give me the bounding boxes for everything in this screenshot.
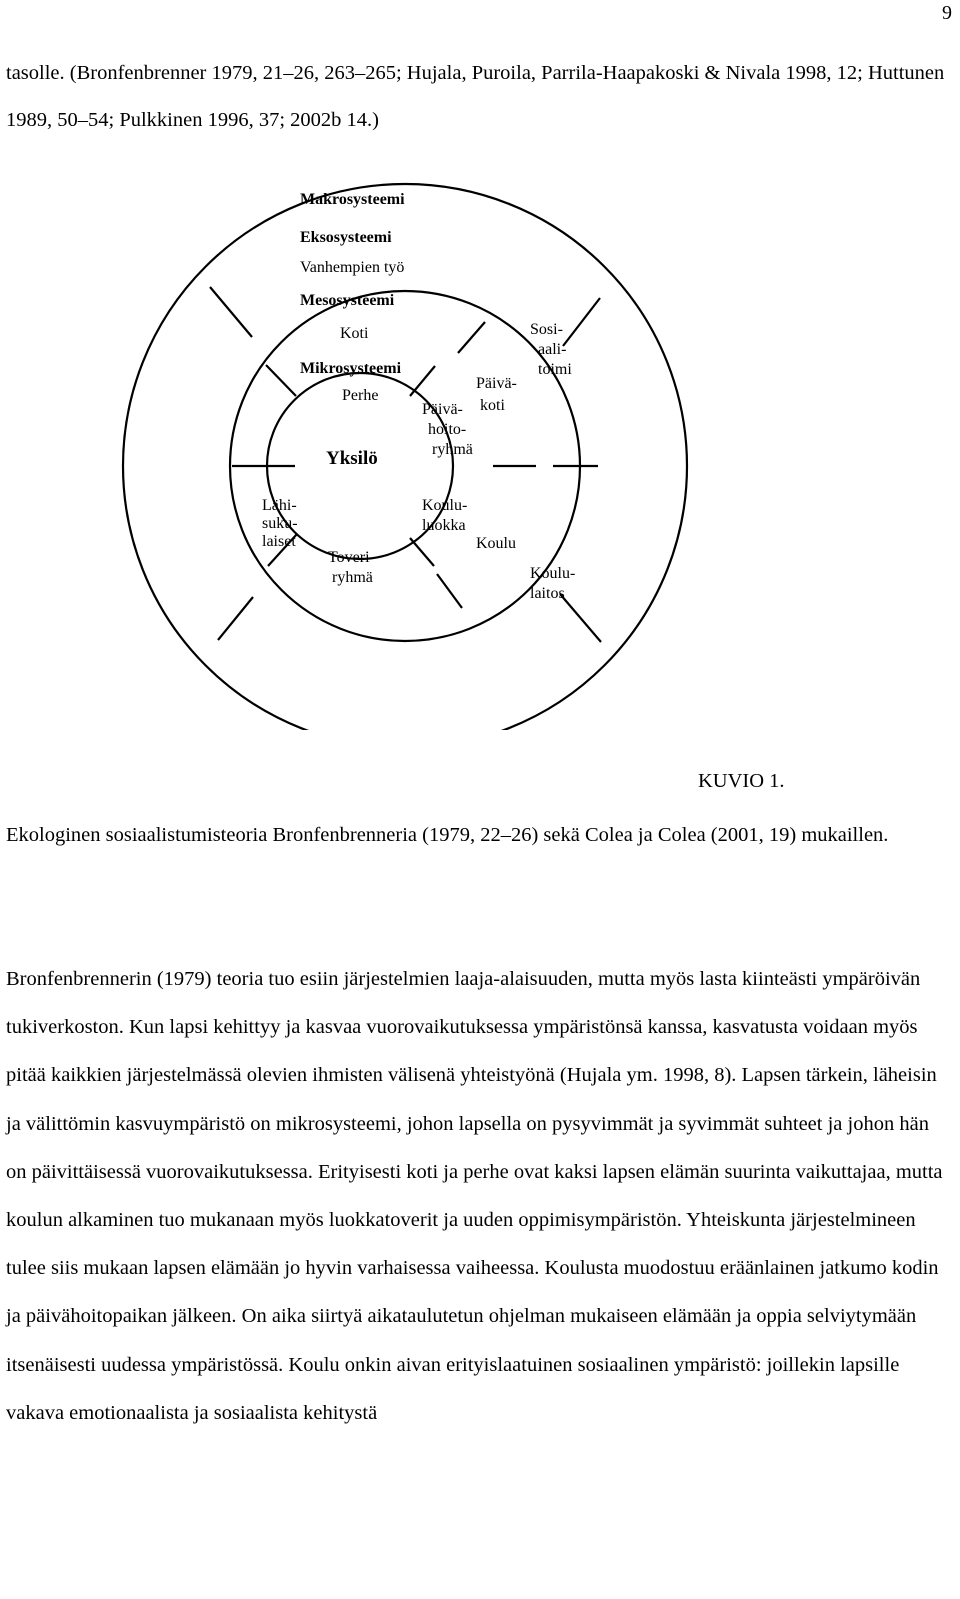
label-sosiaalitoimi-1: Sosi- — [530, 321, 563, 338]
label-koululuokka-1: Koulu- — [422, 497, 468, 514]
spoke — [560, 594, 601, 642]
ecological-systems-diagram — [0, 170, 960, 730]
label-koulu: Koulu — [476, 535, 516, 552]
label-paivahoitoryhma-1: Päivä- — [422, 401, 463, 418]
label-vanhempien-tyo: Vanhempien työ — [300, 259, 405, 276]
label-mesosysteemi: Mesosysteemi — [300, 292, 395, 309]
spoke — [458, 322, 485, 353]
page-number: 9 — [942, 2, 952, 24]
label-paivahoitoryhma-3: ryhmä — [432, 441, 473, 458]
label-makrosysteemi: Makrosysteemi — [300, 191, 405, 208]
body-paragraph: Bronfenbrennerin (1979) teoria tuo esiin järjestelmien laaja-alaisuuden, mutta myös lasta kiinteästi ympäröivän tukiverkoston. Kun lapsi kehittyy ja kasvaa vuorovaikutuksessa ympäristönsä kanssa, kasvatusta voidaan myös pitää kaikkien järjestelmässä olevien ihmisten välisenä yhteistyönä (Hujala ym. 1998, 8). Lapsen tärkein, läheisin ja välittömin kasvuympäristö on mikrosysteemi, johon lapsella on pysyvimmät ja syvimmät suhteet ja johon hän on päivittäisessä vuorovaikutuksessa. Erityisesti koti ja perhe ovat kaksi lapsen elämän suurinta vaikuttajaa, mutta koulun alkaminen tuo mukanaan myös luokkatoverit ja uuden oppimisympäristön. Yhteiskunta järjestelmineen tulee siis mukaan lapsen elämään jo hyvin varhaisessa vaiheessa. Koulusta muodostuu eräänlainen jatkumo kodin ja päivähoitopaikan jälkeen. On aika siirtyä aikataulutetun ohjelman mukaiseen elämään ja oppia selviytymään itsenäisesti uudessa ympäristössä. Koulu onkin aivan erityislaatuinen sosiaalinen ympäristö: joillekin lapsille vakava emotionaalista ja sosiaalista kehitystä — [6, 968, 943, 1424]
figure-caption: Ekologinen sosiaalistumisteoria Bronfenbrenneria (1979, 22–26) sekä Colea ja Colea (2001, 19) mukaillen. — [6, 824, 889, 846]
label-eksosysteemi: Eksosysteemi — [300, 229, 392, 246]
spoke — [437, 574, 462, 608]
label-sosiaalitoimi-3: toimi — [538, 361, 572, 378]
label-paivakoti-2: koti — [480, 397, 505, 414]
label-toveriryhma-2: ryhmä — [332, 569, 373, 586]
label-sosiaalitoimi-2: aali- — [538, 341, 567, 358]
spoke — [410, 366, 435, 396]
label-koti: Koti — [340, 325, 369, 342]
figure-label: KUVIO 1. — [698, 770, 785, 792]
label-lahisukulaiset-3: laiset — [262, 533, 296, 550]
label-yksilo: Yksilö — [326, 448, 378, 469]
spoke — [210, 287, 252, 337]
outer-ring — [123, 184, 687, 730]
intro-paragraph: tasolle. (Bronfenbrenner 1979, 21–26, 263–265; Hujala, Puroila, Parrila-Haapakoski & Nivala 1998, 12; Huttunen 1989, 50–54; Pulkkinen 1996, 37; 2002b 14.) — [6, 62, 945, 131]
label-paivakoti-1: Päivä- — [476, 375, 517, 392]
spoke — [218, 597, 253, 640]
label-toveriryhma-1: Toveri- — [328, 549, 375, 566]
label-lahisukulaiset-1: Lähi- — [262, 497, 297, 514]
label-perhe: Perhe — [342, 387, 379, 404]
spoke — [266, 365, 296, 396]
label-koululaitos-2: laitos — [530, 585, 565, 602]
label-koululuokka-2: luokka — [422, 517, 466, 534]
spoke — [410, 538, 434, 566]
spoke — [563, 298, 600, 346]
label-koululaitos-1: Koulu- — [530, 565, 576, 582]
label-mikrosysteemi: Mikrosysteemi — [300, 360, 402, 377]
label-lahisukulaiset-2: suku- — [262, 515, 298, 532]
label-paivahoitoryhma-2: hoito- — [428, 421, 467, 438]
